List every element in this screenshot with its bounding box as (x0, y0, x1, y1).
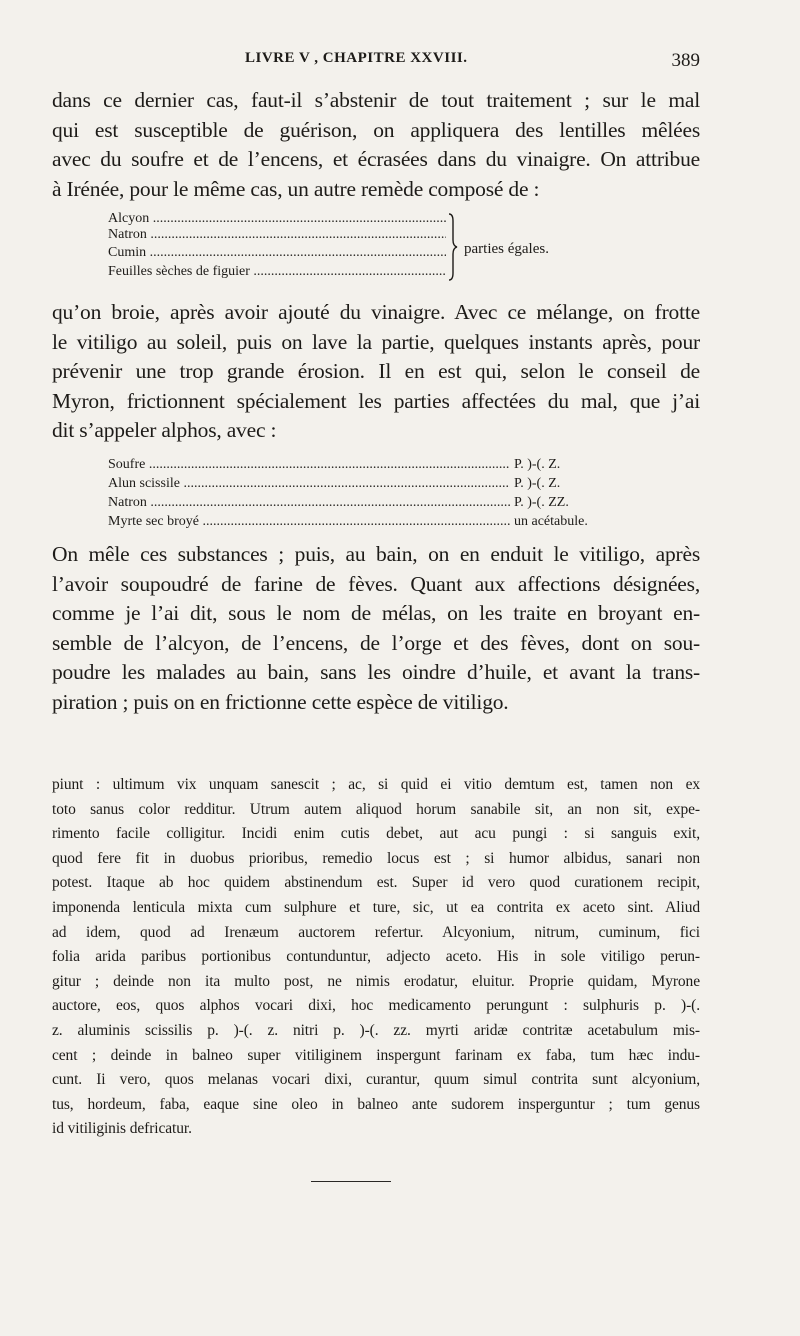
text-line: qui est susceptible de guérison, on appliquera des lentilles mêlées (52, 117, 700, 142)
recipe-myron (108, 456, 628, 534)
note-line: quod fere fit in duobus prioribus, remedio locus est ; si humor albidus, sanari non (52, 849, 700, 867)
recipe-row (108, 513, 628, 530)
note-line: imponenda lenticula mixta cum sulphure et ture, sic, ut ea contrita ex aceto sint. Aliud (52, 898, 700, 916)
text-line: l’avoir soupoudré de farine de fèves. Quant aux affections désignées, (52, 571, 700, 596)
recipe-row (108, 475, 628, 492)
recipe-dose: P. )-(. ZZ. (514, 495, 569, 510)
section-divider (311, 1181, 391, 1182)
recipe-row (108, 456, 628, 473)
text-line: prévenir une trop grande érosion. Il en est qui, selon le conseil de (52, 359, 700, 383)
text-line: dans ce dernier cas, faut-il s’abstenir de tout traitement ; sur le mal (52, 88, 700, 112)
text-line: Myron, frictionnent spécialement les parties affectées du mal, que j’ai (52, 388, 700, 413)
text-line: On mêle ces substances ; puis, au bain, on en enduit le vitiligo, après (52, 542, 700, 566)
note-line: tus, hordeum, faba, eaque sine oleo in balneo ante sudorem insperguntur ; tum genus (52, 1095, 700, 1113)
note-line: piunt : ultimum vix unquam sanescit ; ac, si quid ei vitio demtum est, tamen non ex (52, 776, 700, 793)
note-line: auctore, eos, quos alphos vocari dixi, hoc medicamento perungunt : sulphuris p. )-(. (52, 997, 700, 1015)
recipe-item: Natron ..... (108, 227, 446, 243)
recipe-item: Alcyon ..... (108, 211, 446, 227)
recipe-row (108, 494, 628, 511)
running-head: LIVRE V , CHAPITRE XXVIII. (245, 50, 468, 66)
note-line: id vitiliginis defricatur. (52, 1120, 192, 1138)
page-header (245, 50, 700, 72)
note-line: ad idem, quod ad Irenæum auctorem refertur. Alcyonium, nitrum, cuminum, fici (52, 923, 700, 941)
recipe-dose: P. )-(. Z. (514, 457, 561, 472)
text-line: comme je l’ai dit, sous le nom de mélas, on les traite en broyant en- (52, 601, 700, 625)
note-line: rimento facile colligitur. Incidi enim cutis debet, aut acu pungi : si sanguis exit, (52, 825, 700, 843)
recipe-item: Feuilles sèches de figuier ..... (108, 264, 446, 280)
page-number: 389 (671, 50, 700, 71)
text-line: avec du soufre et de l’encens, et écrasées dans du vinaigre. On attribue (52, 147, 700, 171)
note-line: z. aluminis scissilis p. )-(. z. nitri p. )-(. zz. myrti aridæ contritæ acetabulum mis- (52, 1021, 700, 1039)
note-line: potest. Itaque ab hoc quidem abstinendum est. Super id vero quod curationem recipit, (52, 874, 700, 892)
recipe-note: parties égales. (464, 241, 549, 257)
paragraph-2 (52, 298, 700, 446)
note-line: gitur ; deinde non ita multo post, ne nimis erodatur, eluitur. Proprie quidam, Myrone (52, 972, 700, 990)
recipe-ingredient: Myrte sec broyé ..... (108, 513, 510, 530)
note-line: cent ; deinde in balneo super vitiliginem inspergunt farinam ex faba, tum hæc indu- (52, 1046, 700, 1064)
recipe-dose: P. )-(. Z. (514, 476, 561, 491)
text-line: piration ; puis on en frictionne cette espèce de vitiligo. (52, 689, 509, 714)
curly-brace-icon (448, 213, 458, 281)
note-line: toto sanus color redditur. Utrum autem aliquod horum sanabile sit, an non sit, expe- (52, 800, 700, 818)
text-line: qu’on broie, après avoir ajouté du vinaigre. Avec ce mélange, on frotte (52, 300, 700, 324)
recipe-irenee (108, 211, 578, 285)
recipe-ingredient: Natron ..... (108, 494, 510, 511)
latin-footnote (52, 773, 700, 1142)
recipe-ingredient: Alun scissile ..... (108, 475, 510, 492)
text-line: poudre les malades au bain, sans les oindre d’huile, et avant la trans- (52, 660, 700, 684)
paragraph-1 (52, 86, 700, 204)
recipe-item: Cumin ..... (108, 245, 446, 261)
note-line: cunt. Ii vero, quos melanas vocari dixi, curantur, quum simul contrita sunt alcyonium, (52, 1071, 700, 1089)
note-line: folia arida paribus portionibus contunduntur, adjecto aceto. His in sole vitiligo perun- (52, 948, 700, 966)
text-line: le vitiligo au soleil, puis on lave la partie, quelques instants après, pour (52, 329, 700, 354)
text-line: dit s’appeler alphos, avec : (52, 418, 277, 442)
text-line: semble de l’alcyon, de l’encens, de l’orge et des fèves, dont on sou- (52, 630, 700, 655)
recipe-dose: un acétabule. (514, 514, 588, 529)
text-line: à Irénée, pour le même cas, un autre remède composé de : (52, 176, 540, 201)
paragraph-3 (52, 540, 700, 717)
recipe-ingredient: Soufre ..... (108, 456, 510, 473)
